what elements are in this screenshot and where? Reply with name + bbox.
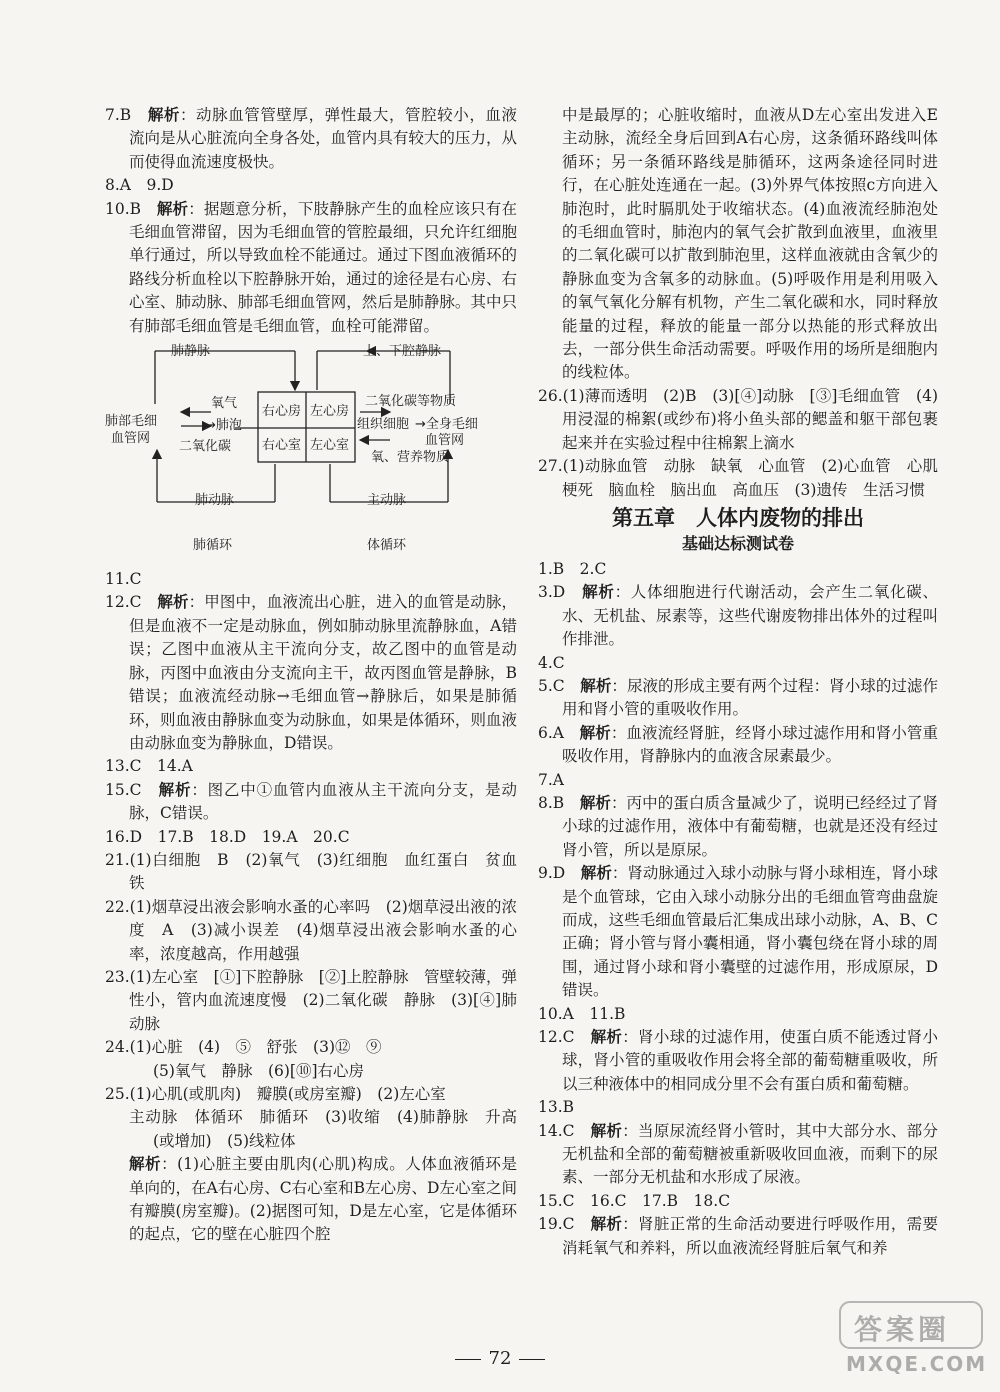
- answer-item: 1.B 2.C: [538, 559, 607, 578]
- label-pulmonary-circulation: 肺循环: [193, 538, 233, 554]
- label-vena-cava: 上、下腔静脉: [363, 344, 442, 360]
- label-co2-waste: 二氧化碳等物质: [365, 394, 457, 410]
- label-pulmonary-artery: 肺动脉: [195, 493, 235, 509]
- answer-item: 27.(1)动脉血管 动脉 缺氧 心血管 (2)心血管 心肌梗死 脑血栓 脑出血 高血压 (3)遗传 生活习惯: [538, 457, 938, 499]
- label-nutrients: 氧、营养物质: [371, 450, 450, 466]
- answer-item: 21.(1)白细胞 B (2)氧气 (3)红细胞 血红蛋白 贫血 铁: [105, 850, 533, 893]
- answer-item: 11.C: [105, 570, 142, 589]
- answer-item: 19.C 解析：肾脏正常的生命活动要进行呼吸作用，需要消耗氧气和养料，所以血液流经肾脏后氧气和养: [538, 1215, 938, 1257]
- answer-item: 6.A 解析：血液流经肾脏，经肾小球过滤作用和肾小管重吸收作用，肾静脉内的血液含尿素最少。: [538, 723, 938, 766]
- answer-item: 12.C 解析：肾小球的过滤作用，使蛋白质不能透过肾小球，肾小管的重吸收作用会将全部的葡萄糖重吸收，所以三种液体中的相同成分里不会有蛋白质和葡萄糖。: [538, 1028, 938, 1093]
- label-lung-capillary-2: 血管网: [111, 431, 151, 447]
- label-body-capillary-1: →全身毛细: [415, 417, 478, 433]
- circulation-arrows: [105, 344, 517, 562]
- answer-item: 22.(1)烟草浸出液会影响水蚤的心率吗 (2)烟草浸出液的浓度 A (3)减小误差 (4)烟草浸出液会影响水蚤的心率，浓度越高，作用越强: [105, 897, 517, 963]
- page-number: 72: [0, 1348, 1000, 1369]
- label-right-atrium: 右心房: [262, 404, 302, 420]
- chapter-subtitle: 基础达标测试卷: [681, 533, 794, 553]
- answer-item: 10.A 11.B: [538, 1004, 626, 1023]
- answer-item: 25.(1)心肌(或肌肉) 瓣膜(或房室瓣) (2)左心室: [105, 1085, 446, 1103]
- answer-explanation-continued: 中是最厚的；心脏收缩时，血液从D左心室出发进入E主动脉，流经全身后回到A右心房，这条循环路线叫体循环；另一条循环路线是肺循环，这两条途径同时进行，在心脏处连通在一起。(3)外界气体按照c方向进入肺泡时，此时膈肌处于收缩状态。(4)血液流经肺泡处的毛细血管时，肺泡内的氧气会扩散到血液里，血液里的二氧化碳可以扩散到肺泡里，这样血液就由含氧少的静脉血变为含氧多的动脉血。(5)呼吸作用是利用吸入的氧气氧化分解有机物，产生二氧化碳和水，同时释放能量的过程，释放的能量一部分以热能的形式释放出去，一部分供生命活动需要。呼吸作用的场所是细胞内的线粒体。: [562, 106, 938, 382]
- label-pulmonary-vein: 肺静脉: [171, 344, 211, 360]
- right-column: [538, 104, 938, 1260]
- answer-item: 9.D 解析：肾动脉通过入球小动脉与肾小球相连，肾小球是个血管球，它由入球小动脉分出的毛细血管弯曲盘旋而成，这些毛细血管最后汇集成出球小动脉，A、B、C正确；肾小管与肾小囊相通，肾小囊包绕在肾小球的周围，通过肾小球和肾小囊壁的过滤作用，形成原尿，D错误。: [538, 864, 938, 1000]
- answer-item: 4.C: [538, 653, 565, 672]
- label-left-atrium: 左心房: [310, 404, 350, 420]
- answer-item: 14.C 解析：当原尿流经肾小管时，其中大部分水、部分无机盐和全部的葡萄糖被重新吸收回血液，而剩下的尿素、一部分无机盐和水形成了尿液。: [538, 1121, 938, 1187]
- label-left-ventricle: 左心室: [310, 438, 350, 454]
- dash-right: [519, 1359, 545, 1360]
- answer-item: 12.C 解析：甲图中，血液流出心脏，进入的血管是动脉，但是血液不一定是动脉血，例如肺动脉里流静脉血，A错误；乙图中血液从主干流向分支，故乙图中的血管是动脉，丙图中血液由分支流向主干，故丙图血管是静脉，B错误；血液流经动脉→毛细血管→静脉后，如果是肺循环，则血液由静脉血变为动脉血，如果是体循环，则血液由动脉血变为静脉血，D错误。: [105, 593, 517, 752]
- answer-item-continued: 主动脉 体循环 肺循环 (3)收缩 (4)肺静脉 升高(或增加) (5)线粒体: [129, 1108, 517, 1150]
- answer-item-continued: (5)氧气 静脉 (6)[⑩]右心房: [153, 1061, 365, 1080]
- blood-circulation-diagram: [105, 344, 517, 562]
- answer-item: 8.A 9.D: [105, 176, 174, 195]
- answer-item: 7.A: [538, 770, 564, 789]
- watermark-logo: [836, 1298, 986, 1378]
- answer-item: 8.B 解析：丙中的蛋白质含量减少了，说明已经经过了肾小球的过滤作用，液体中有葡萄糖，也就是还没有经过肾小管，所以是原尿。: [538, 793, 938, 859]
- left-column: [105, 104, 533, 1247]
- label-oxygen: 氧气: [211, 396, 238, 412]
- label-co2: 二氧化碳: [179, 439, 232, 455]
- answer-item: 16.D 17.B 18.D 19.A 20.C: [105, 827, 350, 846]
- dash-left: [455, 1359, 481, 1360]
- answer-item: 10.B 解析：据题意分析，下肢静脉产生的血栓应该只有在毛细血管滞留，因为毛细血管的管腔最细，只允许红细胞单行通过，所以导致血栓不能通过。通过下图血液循环的路线分析血栓以下腔静脉开始，通过的途径是右心房、右心室、肺动脉、肺部毛细血管网，然后是肺静脉。其中只有肺部毛细血管是毛细血管，血栓可能滞留。: [105, 199, 517, 335]
- answer-item: 15.C 解析：图乙中①血管内血液从主干流向分支，是动脉，C错误。: [105, 780, 517, 823]
- label-tissue-cell: 组织细胞: [357, 417, 410, 433]
- watermark-cn: 答案圈: [854, 1313, 951, 1346]
- watermark-text: MXQE.COM: [846, 1352, 988, 1376]
- chapter-title: 第五章 人体内废物的排出: [612, 505, 864, 530]
- answer-item: 5.C 解析：尿液的形成主要有两个过程：肾小球的过滤作用和肾小管的重吸收作用。: [538, 676, 938, 719]
- answer-item: 23.(1)左心室 [①]下腔静脉 [②]上腔静脉 管壁较薄，弹性小，管内血流速度慢 (2)二氧化碳 静脉 (3)[④]肺动脉: [105, 967, 517, 1033]
- answer-item: 7.B 解析：动脉血管管壁厚，弹性最大，管腔较小，血液流向是从心脏流向全身各处，血管内具有较大的压力，从而使得血流速度极快。: [105, 106, 517, 171]
- answer-item: 15.C 16.C 17.B 18.C: [538, 1191, 731, 1210]
- label-body-capillary-2: 血管网: [425, 433, 465, 449]
- label-right-ventricle: 右心室: [262, 438, 302, 454]
- label-lung-capillary-1: 肺部毛细: [105, 414, 158, 430]
- label-systemic-circulation: 体循环: [367, 538, 407, 554]
- answer-item: 13.C 14.A: [105, 757, 193, 776]
- label-alveoli: →肺泡: [205, 418, 242, 434]
- answer-item: 26.(1)薄而透明 (2)B (3)[④]动脉 [③]毛细血管 (4)用浸湿的棉絮(或纱布)将小鱼头部的鳃盖和躯干部包裹起来并在实验过程中往棉絮上滴水: [538, 386, 938, 452]
- answer-explanation: 解析：(1)心脏主要由肌肉(心肌)构成。人体血液循环是单向的，在A右心房、C右心室和B左心房、D左心室之间有瓣膜(房室瓣)。(2)据图可知，D是左心室，它是体循环的起点，它的壁在心脏四个腔: [129, 1155, 517, 1244]
- answer-item: 13.B: [538, 1098, 575, 1117]
- label-aorta: 主动脉: [367, 493, 407, 509]
- answer-item: 24.(1)心脏 (4) ⑤ 舒张 (3)⑫ ⑨: [105, 1038, 382, 1057]
- answer-item: 3.D 解析：人体细胞进行代谢活动，会产生二氧化碳、水、无机盐、尿素等，这些代谢废物排出体外的过程叫作排泄。: [538, 583, 938, 649]
